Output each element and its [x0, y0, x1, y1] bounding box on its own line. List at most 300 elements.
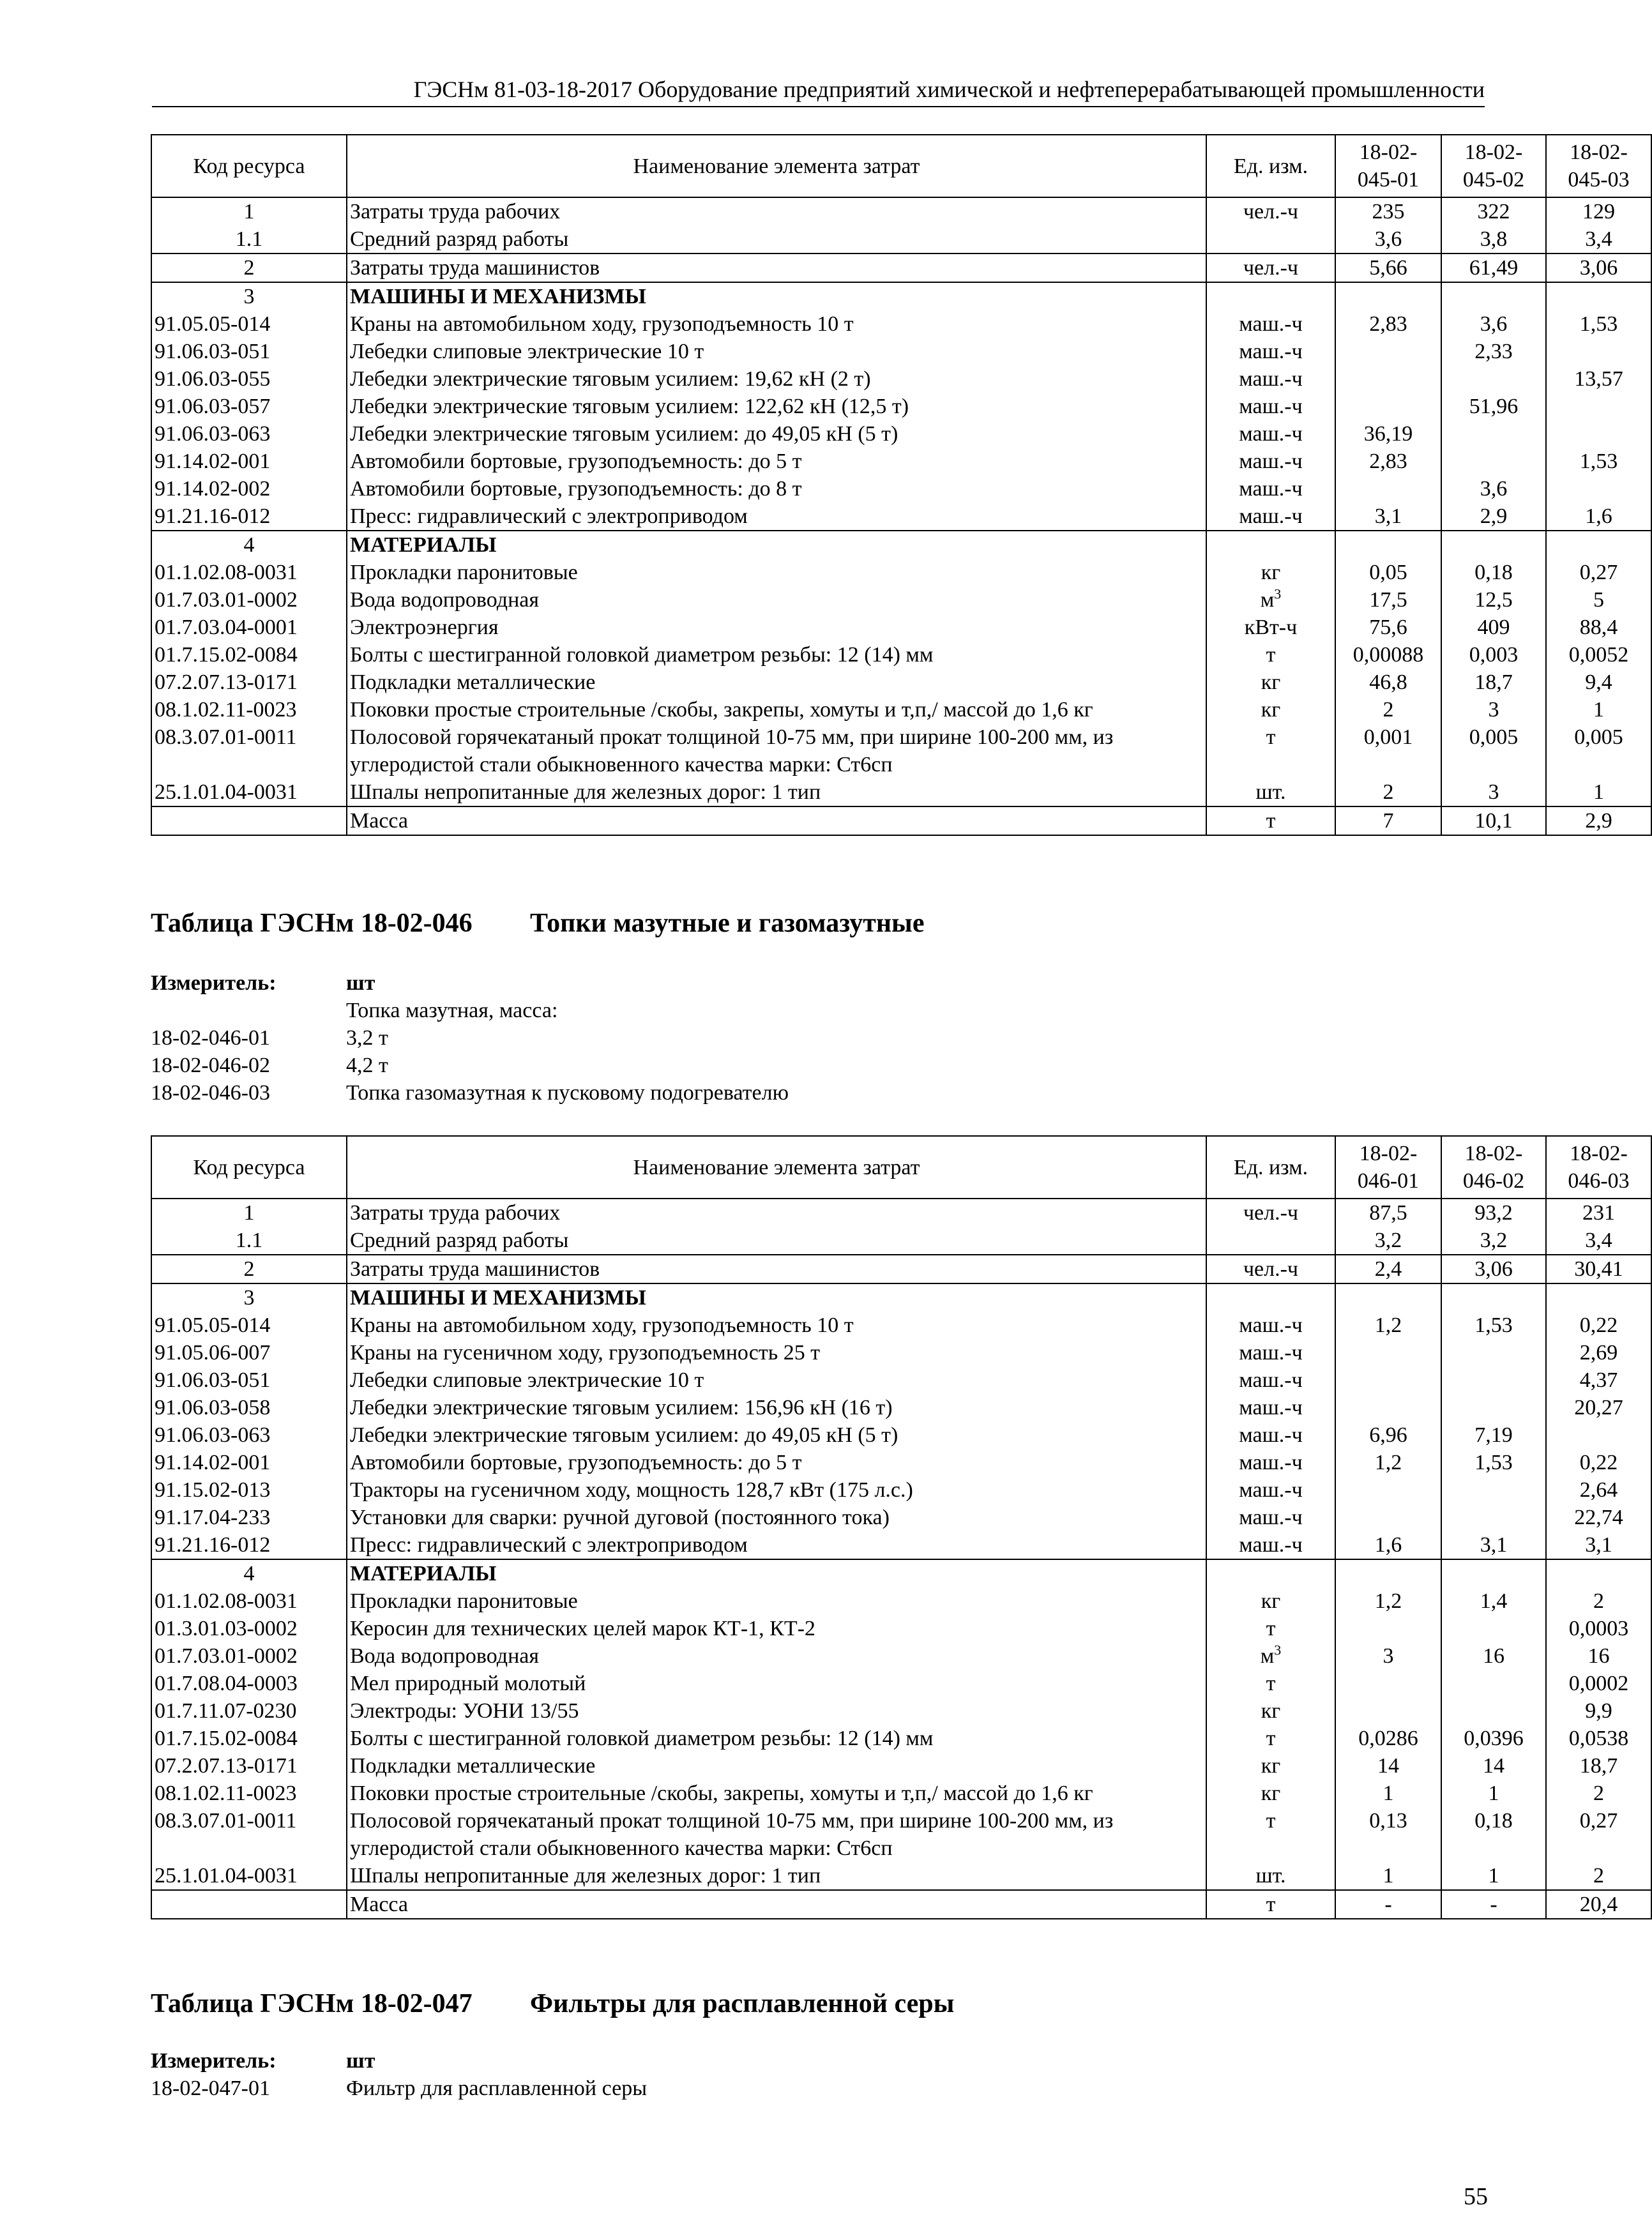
resource-unit: маш.-ч [1206, 1312, 1335, 1339]
measure-line [151, 1079, 789, 1107]
resource-name: Лебедки электрические тяговым усилием: 156,96 кН (16 т) [347, 1394, 1206, 1421]
resource-name: Средний разряд работы [347, 225, 1206, 254]
col-header-name: Наименование элемента затрат [347, 135, 1206, 197]
norm-value-2: 3,2 [1441, 1227, 1546, 1255]
col-header-code: Код ресурса [151, 1136, 347, 1199]
resource-unit: маш.-ч [1206, 310, 1335, 338]
resource-unit: чел.-ч [1206, 254, 1335, 282]
norm-value-2: 61,49 [1441, 254, 1546, 282]
resource-code: 91.06.03-058 [151, 1394, 347, 1421]
table-row [151, 1366, 1651, 1394]
resource-name: МАТЕРИАЛЫ [347, 1559, 1206, 1587]
resource-unit [1206, 225, 1335, 254]
meter-value: шт [346, 971, 375, 995]
norm-value-1 [1335, 475, 1441, 503]
resource-name: Подкладки металлические [347, 1752, 1206, 1780]
norm-value-1: 14 [1335, 1752, 1441, 1780]
norm-value-1: 7 [1335, 806, 1441, 835]
norm-value-3: 1,53 [1546, 310, 1651, 338]
table-row [151, 1199, 1651, 1227]
resource-unit [1206, 282, 1335, 310]
norm-description: Топка газомазутная к пусковому подогревателю [346, 1081, 789, 1105]
resource-unit: т [1206, 1807, 1335, 1862]
table-row [151, 1476, 1651, 1504]
resource-unit: кг [1206, 1587, 1335, 1615]
table-row [151, 393, 1651, 420]
norm-value-2 [1441, 1394, 1546, 1421]
norm-value-2: 2,33 [1441, 338, 1546, 365]
norm-value-3 [1546, 531, 1651, 559]
resource-name: Краны на автомобильном ходу, грузоподъемность 10 т [347, 310, 1206, 338]
measure-line [151, 1024, 789, 1052]
table-row [151, 1227, 1651, 1255]
resource-name: Краны на гусеничном ходу, грузоподъемность 25 т [347, 1339, 1206, 1366]
table-row [151, 1862, 1651, 1890]
norm-value-2 [1441, 1339, 1546, 1366]
resource-code: 4 [151, 531, 347, 559]
norm-value-2: 1,53 [1441, 1312, 1546, 1339]
norm-value-2: 14 [1441, 1752, 1546, 1780]
page-header: ГЭСНм 81-03-18-2017 Оборудование предприятий химической и нефтеперерабатывающей промышленности [413, 77, 1485, 102]
col-header-unit: Ед. изм. [1206, 1136, 1335, 1199]
table-heading-18-02-047 [151, 1987, 954, 2020]
resource-unit: т [1206, 641, 1335, 669]
resource-unit: т [1206, 1725, 1335, 1752]
resource-unit: маш.-ч [1206, 1339, 1335, 1366]
norm-value-3 [1546, 393, 1651, 420]
resource-name: Болты с шестигранной головкой диаметром резьбы: 12 (14) мм [347, 1725, 1206, 1752]
norm-value-2: 93,2 [1441, 1199, 1546, 1227]
norm-value-3: 20,27 [1546, 1394, 1651, 1421]
resource-code: 01.1.02.08-0031 [151, 1587, 347, 1615]
norm-value-2: 1,4 [1441, 1587, 1546, 1615]
norm-value-3: 5 [1546, 586, 1651, 614]
norm-value-3: 18,7 [1546, 1752, 1651, 1780]
resource-unit: маш.-ч [1206, 475, 1335, 503]
norm-value-2 [1441, 448, 1546, 475]
resource-code: 91.06.03-063 [151, 1421, 347, 1449]
measure-line [151, 1052, 789, 1079]
table-row [151, 420, 1651, 448]
resource-name: Электроды: УОНИ 13/55 [347, 1697, 1206, 1725]
norm-value-1: 1,6 [1335, 1531, 1441, 1559]
norm-value-2: 1,53 [1441, 1449, 1546, 1476]
resource-name: Средний разряд работы [347, 1227, 1206, 1255]
norm-value-3: 231 [1546, 1199, 1651, 1227]
norm-value-3: 0,22 [1546, 1312, 1651, 1339]
table-row [151, 365, 1651, 393]
norm-value-1: 75,6 [1335, 614, 1441, 641]
resource-name: Мел природный молотый [347, 1670, 1206, 1697]
col-header-norm-1: 18-02- 045-01 [1335, 135, 1441, 197]
norm-description: 3,2 т [346, 1026, 388, 1050]
norm-value-2: 3,6 [1441, 310, 1546, 338]
table-number: Таблица ГЭСНм 18-02-046 [151, 909, 473, 938]
norm-description: Фильтр для расплавленной серы [346, 2077, 648, 2100]
norm-value-1: 46,8 [1335, 669, 1441, 696]
norm-value-1 [1335, 1394, 1441, 1421]
norm-value-3: 4,37 [1546, 1366, 1651, 1394]
resource-unit: маш.-ч [1206, 448, 1335, 475]
norm-value-2 [1441, 282, 1546, 310]
table-row [151, 669, 1651, 696]
norm-value-3: 0,22 [1546, 1449, 1651, 1476]
table-row [151, 1339, 1651, 1366]
col-header-norm-2: 18-02- 045-02 [1441, 135, 1546, 197]
norm-value-3: 0,0002 [1546, 1670, 1651, 1697]
norm-value-2: 2,9 [1441, 503, 1546, 531]
norm-value-1: 2 [1335, 778, 1441, 806]
table-row [151, 310, 1651, 338]
norm-value-2: 3,8 [1441, 225, 1546, 254]
resource-code: 3 [151, 1283, 347, 1312]
table-row [151, 448, 1651, 475]
resource-unit [1206, 531, 1335, 559]
resource-unit [1206, 1227, 1335, 1255]
resource-table-18-02-046 [151, 1135, 1652, 1919]
norm-value-1: 36,19 [1335, 420, 1441, 448]
resource-name: Автомобили бортовые, грузоподъемность: до 5 т [347, 1449, 1206, 1476]
resource-name: Прокладки паронитовые [347, 559, 1206, 586]
resource-code: 25.1.01.04-0031 [151, 1862, 347, 1890]
unit-superscript: 3 [1274, 1642, 1282, 1658]
norm-value-1 [1335, 1476, 1441, 1504]
resource-code: 01.7.15.02-0084 [151, 641, 347, 669]
table-title: Топки мазутные и газомазутные [530, 909, 925, 938]
norm-value-2: 0,0396 [1441, 1725, 1546, 1752]
norm-value-2: 10,1 [1441, 806, 1546, 835]
resource-unit [1206, 586, 1335, 614]
table-heading-18-02-046 [151, 907, 925, 940]
norm-value-3 [1546, 338, 1651, 365]
resource-name: МАШИНЫ И МЕХАНИЗМЫ [347, 282, 1206, 310]
resource-name: Шпалы непропитанные для железных дорог: 1 тип [347, 778, 1206, 806]
table-row [151, 1449, 1651, 1476]
norm-value-1 [1335, 1697, 1441, 1725]
table-row [151, 1559, 1651, 1587]
resource-code: 91.05.05-014 [151, 1312, 347, 1339]
table-row [151, 1752, 1651, 1780]
norm-value-1: 3,2 [1335, 1227, 1441, 1255]
norm-code [151, 997, 346, 1024]
norm-value-3: 1,53 [1546, 448, 1651, 475]
resource-unit: т [1206, 806, 1335, 835]
table-number: Таблица ГЭСНм 18-02-047 [151, 1989, 473, 2018]
norm-value-2: 3 [1441, 696, 1546, 723]
table-row [151, 1531, 1651, 1559]
norm-value-3: 9,4 [1546, 669, 1651, 696]
table-row [151, 1312, 1651, 1339]
table-row [151, 1255, 1651, 1283]
norm-value-2: 16 [1441, 1642, 1546, 1670]
resource-unit: шт. [1206, 1862, 1335, 1890]
norm-value-1: 1 [1335, 1780, 1441, 1807]
table-row [151, 1697, 1651, 1725]
resource-unit: маш.-ч [1206, 1394, 1335, 1421]
resource-code: 1.1 [151, 225, 347, 254]
measure-line [151, 997, 789, 1024]
resource-code: 1.1 [151, 1227, 347, 1255]
resource-code: 08.3.07.01-0011 [151, 1807, 347, 1862]
resource-unit [1206, 1283, 1335, 1312]
norm-value-3: 22,74 [1546, 1504, 1651, 1531]
norm-value-1: 1,2 [1335, 1312, 1441, 1339]
norm-value-3: 30,41 [1546, 1255, 1651, 1283]
norm-code: 18-02-047-01 [151, 2077, 270, 2100]
table-row [151, 806, 1651, 835]
resource-name: Лебедки слиповые электрические 10 т [347, 338, 1206, 365]
resource-code [151, 806, 347, 835]
norm-code: 18-02-046-03 [151, 1081, 270, 1105]
resource-code: 3 [151, 282, 347, 310]
col-header-norm-2: 18-02- 046-02 [1441, 1136, 1546, 1199]
norm-value-3: 0,27 [1546, 1807, 1651, 1862]
resource-unit: маш.-ч [1206, 393, 1335, 420]
norm-value-1: 6,96 [1335, 1421, 1441, 1449]
resource-code: 91.14.02-001 [151, 1449, 347, 1476]
norm-value-1: 17,5 [1335, 586, 1441, 614]
table-row [151, 1421, 1651, 1449]
resource-name: Лебедки электрические тяговым усилием: 122,62 кН (12,5 т) [347, 393, 1206, 420]
table-row [151, 723, 1651, 778]
table-row [151, 1725, 1651, 1752]
measure-line [151, 2075, 647, 2102]
unit-superscript: 3 [1274, 586, 1282, 602]
resource-unit: маш.-ч [1206, 1476, 1335, 1504]
norm-value-3 [1546, 420, 1651, 448]
resource-unit: маш.-ч [1206, 503, 1335, 531]
header-rule [152, 106, 1485, 107]
resource-name: Затраты труда машинистов [347, 1255, 1206, 1283]
norm-value-2: 51,96 [1441, 393, 1546, 420]
resource-code: 01.7.11.07-0230 [151, 1697, 347, 1725]
resource-code: 91.06.03-057 [151, 393, 347, 420]
norm-value-3: 2,9 [1546, 806, 1651, 835]
resource-name: Электроэнергия [347, 614, 1206, 641]
norm-value-2: 1 [1441, 1780, 1546, 1807]
norm-value-3: 3,06 [1546, 254, 1651, 282]
norm-value-1 [1335, 338, 1441, 365]
norm-value-1 [1335, 1339, 1441, 1366]
resource-unit: маш.-ч [1206, 338, 1335, 365]
resource-code: 08.1.02.11-0023 [151, 696, 347, 723]
resource-name: Тракторы на гусеничном ходу, мощность 128,7 кВт (175 л.с.) [347, 1476, 1206, 1504]
norm-value-1 [1335, 1366, 1441, 1394]
norm-value-3: 129 [1546, 197, 1651, 225]
col-header-code: Код ресурса [151, 135, 347, 197]
table-row [151, 503, 1651, 531]
norm-value-2 [1441, 1283, 1546, 1312]
resource-name: Поковки простые строительные /скобы, закрепы, хомуты и т,п,/ массой до 1,6 кг [347, 1780, 1206, 1807]
resource-code: 08.1.02.11-0023 [151, 1780, 347, 1807]
resource-code: 4 [151, 1559, 347, 1587]
norm-value-2: 12,5 [1441, 586, 1546, 614]
resource-name: Автомобили бортовые, грузоподъемность: до 8 т [347, 475, 1206, 503]
norm-value-2: 3,1 [1441, 1531, 1546, 1559]
norm-value-2: 7,19 [1441, 1421, 1546, 1449]
resource-unit: маш.-ч [1206, 1504, 1335, 1531]
norm-value-1: 87,5 [1335, 1199, 1441, 1227]
norm-value-3: 2 [1546, 1780, 1651, 1807]
norm-value-2 [1441, 1476, 1546, 1504]
unit-base: м [1260, 1644, 1275, 1668]
resource-unit: чел.-ч [1206, 1255, 1335, 1283]
norm-value-1: - [1335, 1890, 1441, 1919]
table-row [151, 1615, 1651, 1642]
norm-value-2: 0,18 [1441, 1807, 1546, 1862]
resource-table-18-02-045 [151, 134, 1652, 836]
resource-code: 91.05.05-014 [151, 310, 347, 338]
norm-value-1: 1,2 [1335, 1587, 1441, 1615]
resource-name: Прокладки паронитовые [347, 1587, 1206, 1615]
norm-value-3: 88,4 [1546, 614, 1651, 641]
norm-value-1 [1335, 531, 1441, 559]
norm-value-2 [1441, 1559, 1546, 1587]
table-row [151, 586, 1651, 614]
resource-name: Лебедки электрические тяговым усилием: до 49,05 кН (5 т) [347, 1421, 1206, 1449]
resource-name: Шпалы непропитанные для железных дорог: 1 тип [347, 1862, 1206, 1890]
norm-value-3: 2,64 [1546, 1476, 1651, 1504]
resource-unit: маш.-ч [1206, 365, 1335, 393]
resource-name: Вода водопроводная [347, 1642, 1206, 1670]
resource-code: 2 [151, 1255, 347, 1283]
resource-name: Полосовой горячекатаный прокат толщиной 10-75 мм, при ширине 100-200 мм, из углеродистой стали обыкновенного качества марки: Ст6сп [347, 723, 1206, 778]
table-row [151, 1670, 1651, 1697]
table-row [151, 1504, 1651, 1531]
resource-code: 07.2.07.13-0171 [151, 669, 347, 696]
norm-value-1: 2,83 [1335, 310, 1441, 338]
norm-value-3: 16 [1546, 1642, 1651, 1670]
resource-unit: кг [1206, 669, 1335, 696]
norm-value-1: 3,6 [1335, 225, 1441, 254]
norm-value-2 [1441, 531, 1546, 559]
resource-name: Пресс: гидравлический с электроприводом [347, 1531, 1206, 1559]
norm-value-1: 2,83 [1335, 448, 1441, 475]
norm-value-3: 0,0538 [1546, 1725, 1651, 1752]
resource-name: Керосин для технических целей марок КТ-1, КТ-2 [347, 1615, 1206, 1642]
resource-name: Затраты труда рабочих [347, 197, 1206, 225]
resource-code: 91.06.03-051 [151, 1366, 347, 1394]
resource-code: 91.21.16-012 [151, 1531, 347, 1559]
resource-code: 91.06.03-055 [151, 365, 347, 393]
resource-code: 07.2.07.13-0171 [151, 1752, 347, 1780]
norm-value-2: 18,7 [1441, 669, 1546, 696]
resource-unit: кг [1206, 1752, 1335, 1780]
resource-unit: маш.-ч [1206, 420, 1335, 448]
table-row [151, 1807, 1651, 1862]
resource-unit: маш.-ч [1206, 1449, 1335, 1476]
table-row [151, 338, 1651, 365]
resource-unit: шт. [1206, 778, 1335, 806]
norm-value-1: 1,2 [1335, 1449, 1441, 1476]
norm-value-2: 1 [1441, 1862, 1546, 1890]
table-row [151, 197, 1651, 225]
meter-label: Измеритель: [151, 2049, 277, 2073]
norm-value-3: 0,005 [1546, 723, 1651, 778]
norm-value-2 [1441, 1366, 1546, 1394]
resource-unit: т [1206, 1890, 1335, 1919]
norm-value-2: - [1441, 1890, 1546, 1919]
resource-code: 91.05.06-007 [151, 1339, 347, 1366]
resource-name: Болты с шестигранной головкой диаметром резьбы: 12 (14) мм [347, 641, 1206, 669]
measure-block-18-02-046 [151, 969, 789, 1107]
resource-code: 01.7.15.02-0084 [151, 1725, 347, 1752]
resource-name: Автомобили бортовые, грузоподъемность: до 5 т [347, 448, 1206, 475]
table-row [151, 254, 1651, 282]
resource-unit: т [1206, 1615, 1335, 1642]
page-number: 55 [1464, 2183, 1488, 2210]
norm-value-2 [1441, 1670, 1546, 1697]
resource-name: Масса [347, 1890, 1206, 1919]
resource-name: Вода водопроводная [347, 586, 1206, 614]
norm-value-3: 3,4 [1546, 1227, 1651, 1255]
norm-value-1 [1335, 1670, 1441, 1697]
resource-unit: т [1206, 1670, 1335, 1697]
norm-value-1: 2 [1335, 696, 1441, 723]
table-row [151, 1890, 1651, 1919]
norm-description: Топка мазутная, масса: [346, 999, 558, 1022]
table-row [151, 225, 1651, 254]
resource-name: Лебедки электрические тяговым усилием: до 49,05 кН (5 т) [347, 420, 1206, 448]
table-row [151, 1780, 1651, 1807]
col-header-unit: Ед. изм. [1206, 135, 1335, 197]
resource-code: 91.14.02-002 [151, 475, 347, 503]
norm-value-3: 1 [1546, 696, 1651, 723]
norm-value-2 [1441, 1697, 1546, 1725]
resource-code: 91.06.03-051 [151, 338, 347, 365]
resource-name: Подкладки металлические [347, 669, 1206, 696]
norm-value-2 [1441, 365, 1546, 393]
table-row [151, 475, 1651, 503]
resource-code: 1 [151, 197, 347, 225]
measure-block-18-02-047 [151, 2047, 647, 2102]
resource-name: Масса [347, 806, 1206, 835]
resource-code: 01.1.02.08-0031 [151, 559, 347, 586]
norm-value-3: 1,6 [1546, 503, 1651, 531]
norm-value-3: 2 [1546, 1587, 1651, 1615]
norm-value-1: 5,66 [1335, 254, 1441, 282]
resource-code: 91.06.03-063 [151, 420, 347, 448]
norm-value-2: 409 [1441, 614, 1546, 641]
col-header-norm-3: 18-02- 045-03 [1546, 135, 1651, 197]
table-row [151, 559, 1651, 586]
table-row [151, 1394, 1651, 1421]
norm-value-3: 0,0003 [1546, 1615, 1651, 1642]
resource-unit: маш.-ч [1206, 1421, 1335, 1449]
norm-value-2: 3,6 [1441, 475, 1546, 503]
resource-code: 01.7.03.01-0002 [151, 586, 347, 614]
table-body [151, 1199, 1651, 1919]
norm-value-3 [1546, 475, 1651, 503]
norm-description: 4,2 т [346, 1054, 388, 1077]
table-row [151, 696, 1651, 723]
resource-unit: маш.-ч [1206, 1531, 1335, 1559]
col-header-norm-1: 18-02- 046-01 [1335, 1136, 1441, 1199]
norm-value-1 [1335, 365, 1441, 393]
resource-code: 91.21.16-012 [151, 503, 347, 531]
table-row [151, 641, 1651, 669]
norm-value-2: 3,06 [1441, 1255, 1546, 1283]
norm-value-1: 0,00088 [1335, 641, 1441, 669]
norm-code: 18-02-046-01 [151, 1026, 270, 1050]
norm-value-2 [1441, 420, 1546, 448]
norm-value-2: 3 [1441, 778, 1546, 806]
norm-value-3: 0,27 [1546, 559, 1651, 586]
norm-code: 18-02-046-02 [151, 1054, 270, 1077]
resource-name: Краны на автомобильном ходу, грузоподъемность 10 т [347, 1312, 1206, 1339]
resource-name: МАТЕРИАЛЫ [347, 531, 1206, 559]
norm-value-3: 0,0052 [1546, 641, 1651, 669]
